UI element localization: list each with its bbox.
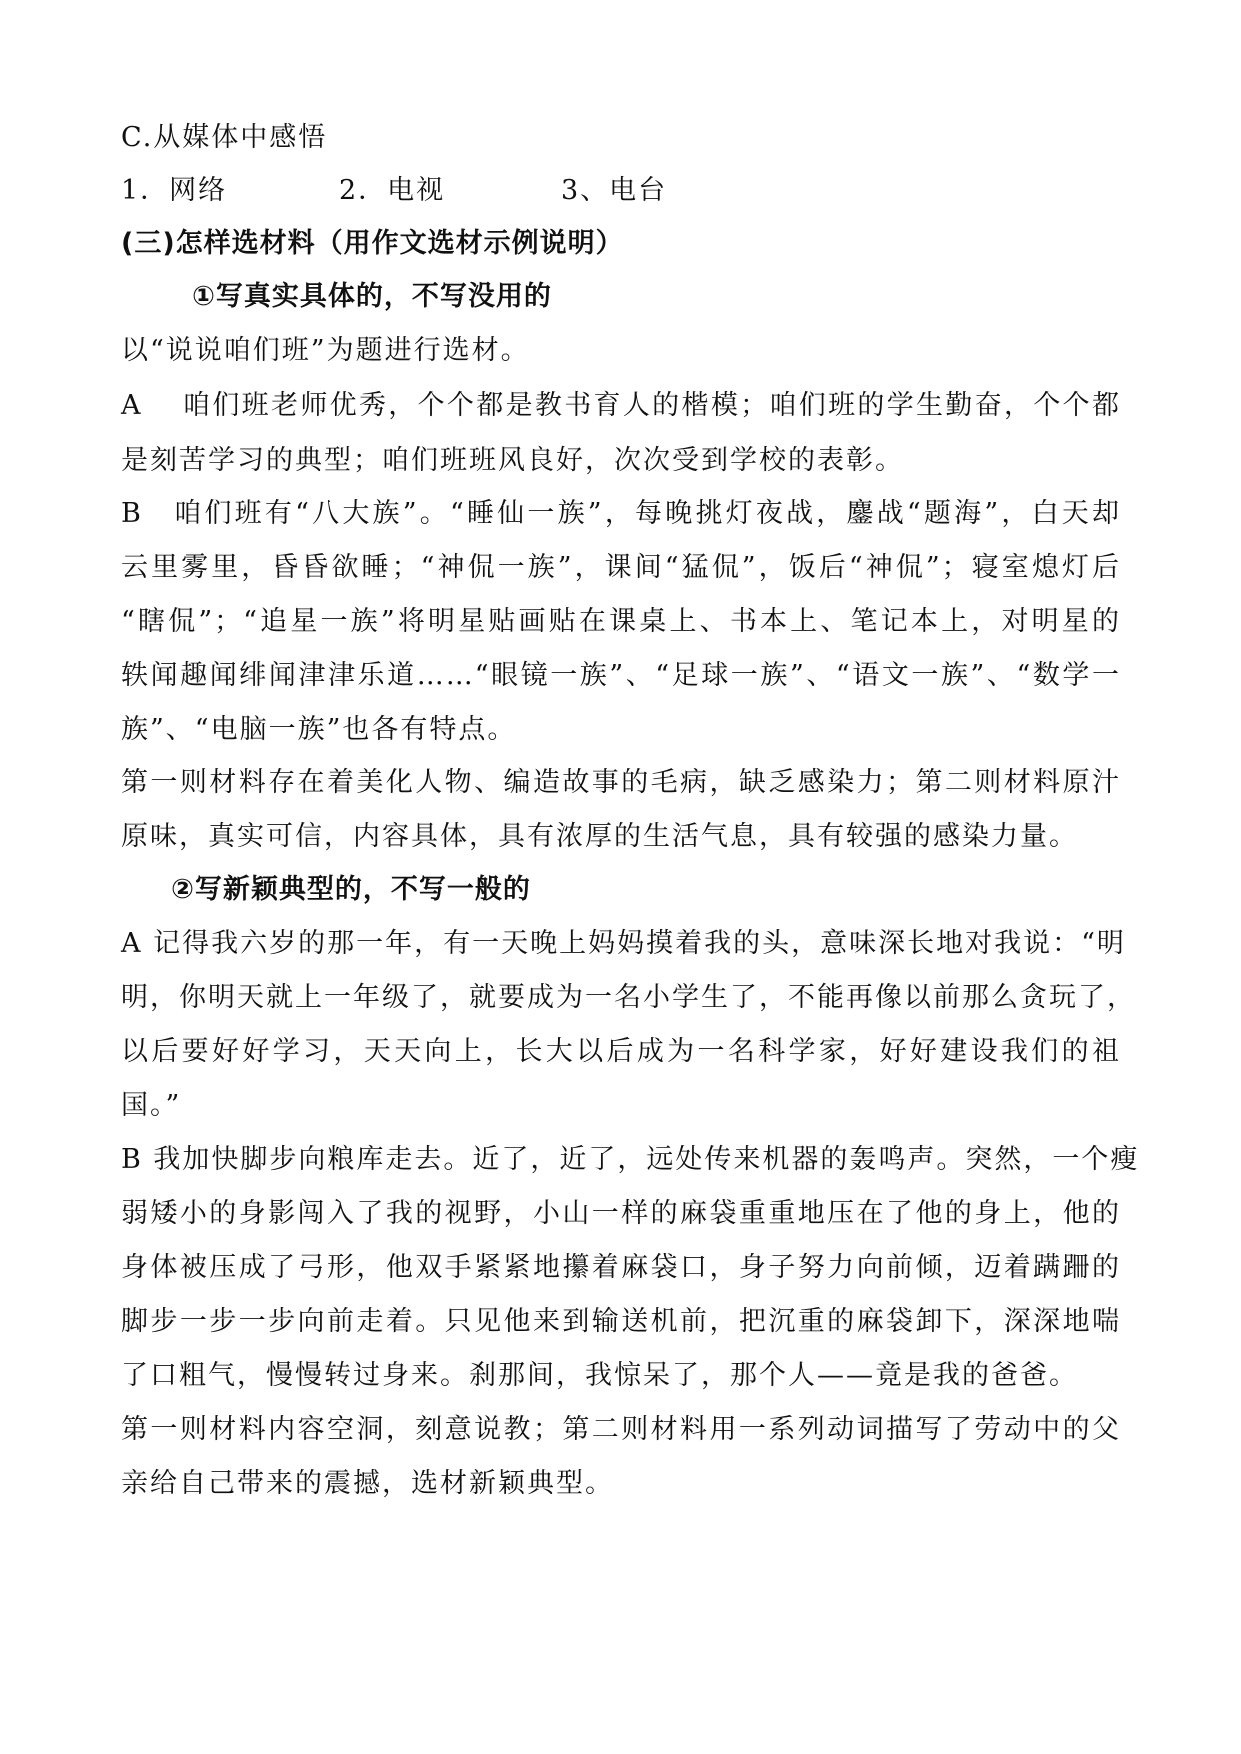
media-heading: C.从媒体中感悟 [121, 122, 328, 153]
intro-1: 以“说说咱们班”为题进行选材。 [121, 335, 530, 366]
media-item-radio: 3、电台 [561, 175, 668, 206]
para-b-2-line-2: 弱矮小的身影闯入了我的视野，小山一样的麻袋重重地压在了他的身上，他的 [121, 1198, 1121, 1229]
para-b-1-line-3: “瞎侃”；“追星一族”将明星贴画贴在课桌上、书本上、笔记本上，对明星的 [121, 606, 1121, 637]
comment-1-line-1: 第一则材料存在着美化人物、编造故事的毛病，缺乏感染力；第二则材料原汁 [121, 767, 1121, 798]
comment-1-line-2: 原味，真实可信，内容具体，具有浓厚的生活气息，具有较强的感染力量。 [121, 821, 1078, 852]
para-b-2-line-1: B 我加快脚步向粮库走去。近了，近了，远处传来机器的轰鸣声。突然，一个瘦 [121, 1144, 1140, 1175]
para-b-2-line-3: 身体被压成了弓形，他双手紧紧地攥着麻袋口，身子努力向前倾，迈着蹒跚的 [121, 1252, 1121, 1283]
subheading-1: ①写真实具体的，不写没用的 [192, 281, 552, 312]
para-a-1-line-2: 是刻苦学习的典型；咱们班班风良好，次次受到学校的表彰。 [121, 445, 904, 476]
media-item-tv: 2．电视 [339, 175, 446, 206]
para-a-1-line-1: A 咱们班老师优秀，个个都是教书育人的楷模；咱们班的学生勤奋，个个都 [121, 390, 1121, 421]
para-b-1-line-1: B 咱们班有“八大族”。“睡仙一族”，每晚挑灯夜战，鏖战“题海”，白天却 [121, 498, 1121, 529]
para-b-1-line-4: 轶闻趣闻绯闻津津乐道……“眼镜一族”、“足球一族”、“语文一族”、“数学一 [121, 660, 1121, 691]
para-a-2-line-1: A 记得我六岁的那一年，有一天晚上妈妈摸着我的头，意味深长地对我说：“明 [121, 928, 1126, 959]
para-b-2-line-4: 脚步一步一步向前走着。只见他来到输送机前，把沉重的麻袋卸下，深深地喘 [121, 1306, 1121, 1337]
subheading-2: ②写新颖典型的，不写一般的 [171, 874, 531, 905]
media-item-network: 1．网络 [121, 175, 228, 206]
para-a-2-line-2: 明，你明天就上一年级了，就要成为一名小学生了，不能再像以前那么贪玩了， [121, 982, 1136, 1013]
para-b-1-line-5: 族”、“电脑一族”也各有特点。 [121, 714, 517, 745]
para-a-2-line-4: 国。” [121, 1090, 182, 1121]
para-a-2-line-3: 以后要好好学习，天天向上，长大以后成为一名科学家，好好建设我们的祖 [121, 1036, 1121, 1067]
para-b-1-line-2: 云里雾里，昏昏欲睡；“神侃一族”，课间“猛侃”，饭后“神侃”；寝室熄灯后 [121, 552, 1121, 583]
para-b-2-line-5: 了口粗气，慢慢转过身来。刹那间，我惊呆了，那个人——竟是我的爸爸。 [121, 1360, 1078, 1391]
comment-2-line-1: 第一则材料内容空洞，刻意说教；第二则材料用一系列动词描写了劳动中的父 [121, 1414, 1121, 1445]
comment-2-line-2: 亲给自己带来的震撼，选材新颖典型。 [121, 1468, 614, 1499]
section-heading: (三)怎样选材料（用作文选材示例说明） [121, 228, 624, 259]
